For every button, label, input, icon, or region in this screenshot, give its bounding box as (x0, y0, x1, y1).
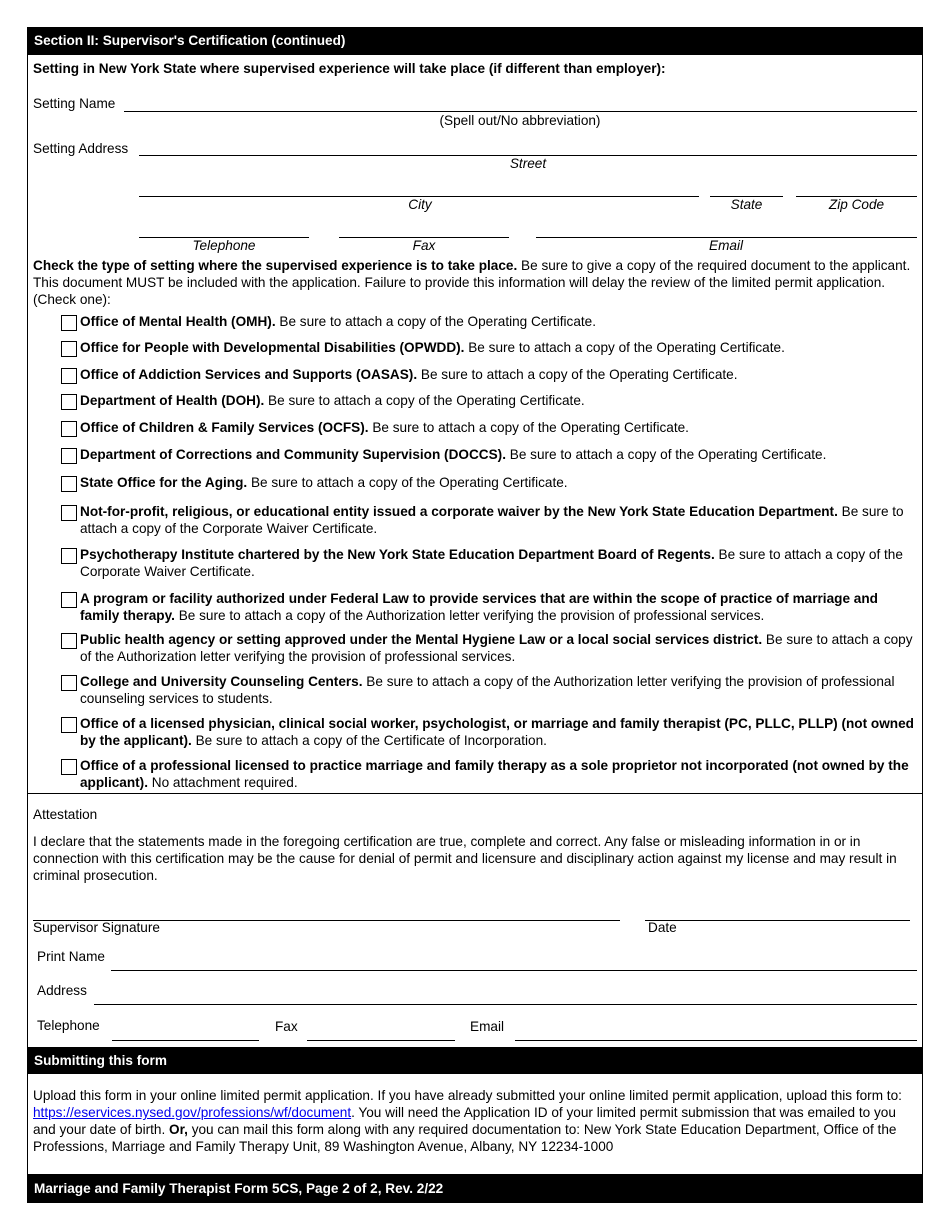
option-doccs: Department of Corrections and Community Supervision (DOCCS). Be sure to attach a copy of the Operating Certificate. (80, 447, 827, 462)
document-upload-link[interactable]: https://eservices.nysed.gov/professions/wf/document (33, 1105, 352, 1120)
option-oasas: Office of Addiction Services and Supports (OASAS). Be sure to attach a copy of the Operating Certificate. (80, 367, 738, 382)
check-type-details: Be sure to give a copy of the required document to the applicant. This document MUST be included with the application. Failure to provide this information will delay the review of the limited permit application. (Check one): (33, 258, 911, 307)
check-type-lead: Check the type of setting where the supervised experience is to take place. (33, 258, 518, 273)
setting-name-field[interactable] (124, 111, 917, 112)
address-label: Address (37, 983, 87, 998)
option-opwdd: Office for People with Developmental Disabilities (OPWDD). Be sure to attach a copy of the Operating Certificate. (80, 340, 785, 355)
submitting-instructions: Upload this form in your online limited permit application. If you have already submitted your online limited permit application, upload this form to: https://eservices.nysed.gov/professions/wf/document. You will need the Application ID of your limited permit submission that was emailed to you and your date of birth. Or, you can mail this form along with any required documentation to: New York State Education Department, Office of the Professions, Marriage and Family Therapy Unit, 89 Washington Avenue, Albany, NY 12234-1000 (33, 1088, 902, 1154)
option-sole-proprietor: Office of a professional licensed to practice marriage and family therapy as a sole proprietor not incorporated (not owned by the applicant). No attachment required. (80, 758, 909, 790)
attestation-title: Attestation (33, 807, 98, 822)
option-corporate-waiver: Not-for-profit, religious, or educational entity issued a corporate waiver by the New York State Education Department. Be sure to attach a copy of the Corporate Waiver Certificate. (80, 504, 904, 536)
setting-telephone-caption: Telephone (192, 238, 256, 253)
setting-address-label: Setting Address (33, 141, 129, 156)
street-caption: Street (509, 156, 547, 171)
checkbox-ocfs[interactable] (61, 421, 77, 437)
supervisor-signature-label: Supervisor Signature (33, 920, 160, 935)
submitting-title: Submitting this form (34, 1053, 167, 1068)
checkbox-aging[interactable] (61, 476, 77, 492)
checkbox-sole-proprietor[interactable] (61, 759, 77, 775)
option-psychotherapy-institute: Psychotherapy Institute chartered by the New York State Education Department Board of Regents. Be sure to attach a copy of the Corporate Waiver Certificate. (80, 547, 903, 579)
city-caption: City (408, 197, 432, 212)
checkbox-omh[interactable] (61, 315, 77, 331)
section-title: Section II: Supervisor's Certification (continued) (34, 33, 346, 48)
submitting-header (27, 1047, 923, 1074)
section-divider (27, 793, 923, 794)
checkbox-doh[interactable] (61, 394, 77, 410)
footer-bar (27, 1174, 923, 1203)
option-federal-program: A program or facility authorized under Federal Law to provide services that are within the scope of practice of marriage and family therapy. Be sure to attach a copy of the Authorization letter verifying the provision of professional services. (80, 591, 878, 623)
email-label: Email (470, 1019, 504, 1034)
checkbox-oasas[interactable] (61, 368, 77, 384)
date-label: Date (648, 920, 677, 935)
date-field[interactable] (645, 920, 910, 921)
checkbox-opwdd[interactable] (61, 341, 77, 357)
telephone-field[interactable] (112, 1040, 259, 1041)
setting-fax-caption: Fax (412, 238, 436, 253)
setting-name-caption: (Spell out/No abbreviation) (439, 113, 601, 128)
fax-field[interactable] (307, 1040, 455, 1041)
email-field[interactable] (515, 1040, 917, 1041)
option-doh: Department of Health (DOH). Be sure to attach a copy of the Operating Certificate. (80, 393, 585, 408)
checkbox-psychotherapy-institute[interactable] (61, 548, 77, 564)
option-public-health-agency: Public health agency or setting approved under the Mental Hygiene Law or a local social services district. Be sure to attach a copy of the Authorization letter verifying the provision of professional services. (80, 632, 913, 664)
option-aging: State Office for the Aging. Be sure to attach a copy of the Operating Certificate. (80, 475, 568, 490)
attestation-text: I declare that the statements made in the foregoing certification are true, complete and correct. Any false or misleading information in or in connection with this certification may be the cause for denial of permit and licensure and disciplinary action against my license and may result in criminal prosecution. (33, 834, 897, 883)
option-omh: Office of Mental Health (OMH). Be sure to attach a copy of the Operating Certificate. (80, 314, 596, 329)
checkbox-public-health-agency[interactable] (61, 633, 77, 649)
state-caption: State (730, 197, 763, 212)
setting-email-caption: Email (709, 238, 743, 253)
print-name-label: Print Name (37, 949, 105, 964)
fax-label: Fax (275, 1019, 298, 1034)
option-college-counseling: College and University Counseling Centers. Be sure to attach a copy of the Authorization letter verifying the provision of professional counseling services to students. (80, 674, 895, 706)
checkbox-doccs[interactable] (61, 448, 77, 464)
checkbox-corporate-waiver[interactable] (61, 505, 77, 521)
option-licensed-office: Office of a licensed physician, clinical social worker, psychologist, or marriage and family therapist (PC, PLLC, PLLP) (not owned by the applicant). Be sure to attach a copy of the Certificate of Incorporation. (80, 716, 914, 748)
checkbox-college-counseling[interactable] (61, 675, 77, 691)
section-header (27, 27, 923, 55)
check-type-instructions (33, 257, 918, 308)
checkbox-licensed-office[interactable] (61, 717, 77, 733)
zip-code-caption: Zip Code (828, 197, 885, 212)
setting-name-label: Setting Name (33, 96, 116, 111)
setting-intro: Setting in New York State where supervised experience will take place (if different than employer): (33, 61, 666, 76)
telephone-label: Telephone (37, 1018, 100, 1033)
print-name-field[interactable] (111, 970, 917, 971)
checkbox-federal-program[interactable] (61, 592, 77, 608)
form-footer-label: Marriage and Family Therapist Form 5CS, Page 2 of 2, Rev. 2/22 (34, 1181, 444, 1196)
address-field[interactable] (94, 1004, 917, 1005)
option-ocfs: Office of Children & Family Services (OCFS). Be sure to attach a copy of the Operating Certificate. (80, 420, 689, 435)
